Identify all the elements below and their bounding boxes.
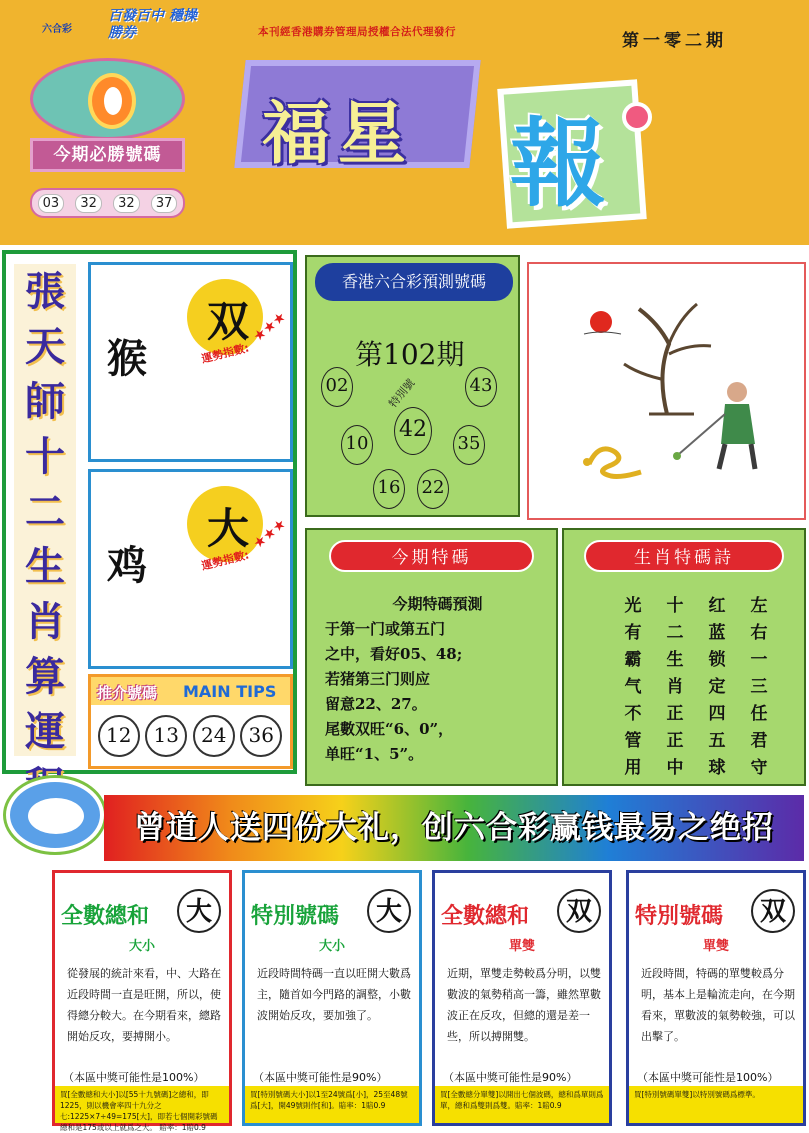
card-body: 從發展的統計來看，中、大路在近段時間一直是旺開，所以，使得總分較大。在今期看來，總路開始反攻，要搏開小。	[67, 967, 221, 1043]
tip-card-total-odd-even	[432, 870, 612, 1126]
tip-number-ball: 12	[98, 715, 140, 757]
poem-char: 有	[624, 623, 642, 643]
poem-char: 十	[666, 596, 684, 616]
newspaper-title: 福星	[262, 95, 415, 174]
special-code-line: 于第一门或第五门	[325, 620, 446, 638]
card-body: 近段時間特碼一直以旺開大數爲主，隨首如今門路的調整，小數波開始反攻，要加強了。	[257, 967, 411, 1022]
special-code-line: 留意22、27。	[325, 695, 427, 713]
poem-char: 霸	[624, 650, 642, 670]
main-tips-header	[91, 677, 290, 705]
tip-number-ball: 24	[193, 715, 235, 757]
star-icon: ★★★	[250, 515, 290, 553]
predicted-number: 43	[465, 367, 497, 407]
poem-char: 四	[708, 704, 726, 724]
poem-char: 二	[666, 623, 684, 643]
card-result: 大	[177, 889, 221, 933]
prediction-issue: 第102期	[355, 338, 465, 371]
zodiac-animal: 猴	[107, 335, 147, 382]
card-body: 近段時間，特碼的單雙較爲分明，基本上是輪流走向，在今期看來，單數波的氣勢較強，可以出擊了。	[641, 967, 795, 1043]
poem-char: 中	[666, 758, 684, 778]
poem-char: 三	[750, 677, 768, 697]
poem-char: 锁	[708, 650, 726, 670]
predicted-number: 35	[453, 425, 485, 465]
newspaper-title-bao: 報	[510, 108, 606, 220]
lucky-numbers-badge	[30, 58, 185, 230]
luck-label: 運勢指數:	[200, 548, 251, 573]
poem-char: 光	[624, 596, 642, 616]
tip-card-total-size	[52, 870, 232, 1132]
poem-char: 生	[666, 650, 684, 670]
card-result: 双	[751, 889, 795, 933]
card-probability: （本區中獎可能性是90%）	[443, 1071, 578, 1084]
lucky-number: 37	[151, 194, 178, 213]
snake-icon	[589, 449, 641, 477]
tree-icon	[639, 309, 669, 414]
poem-char: 任	[750, 704, 768, 724]
special-code-box	[305, 528, 558, 786]
card-result: 双	[557, 889, 601, 933]
fortune-char: 大	[207, 504, 250, 553]
luck-label: 運勢指數:	[200, 341, 251, 366]
card-probability: （本區中獎可能性是100%）	[63, 1071, 205, 1084]
card-note: 買[全數總和大小]以[55十九號碼]之總和，即1225，則以機會率四十九分之七:1225×7÷49=175[大]，即若七個開彩號碼總和是175或以上就爲之大。 賠率：1賠0.9	[55, 1086, 229, 1123]
lucky-numbers-row	[30, 188, 185, 218]
tip-number-ball: 36	[240, 715, 282, 757]
star-icon: ★★★	[250, 308, 290, 346]
lottery-logo: 六合彩	[42, 24, 72, 35]
special-code-line: 尾數双旺“6、0”，	[325, 720, 454, 738]
dot-icon	[622, 102, 652, 132]
card-title: 全數總和	[441, 904, 530, 929]
poem-char: 正	[666, 731, 684, 751]
poem-char: 不	[624, 704, 642, 724]
prediction-box	[305, 255, 520, 517]
card-note: 買[特別號碼單雙]以特別號碼爲標準。	[629, 1086, 803, 1123]
card-subtitle: 單雙	[508, 939, 535, 954]
slogan: 百發百中 穩操勝券	[108, 8, 197, 41]
zodiac-poem-title: 生肖特碼詩	[584, 540, 784, 572]
fortune-char: 双	[207, 297, 250, 346]
warrior-snake-illustration	[529, 264, 804, 518]
tip-number-ball: 13	[145, 715, 187, 757]
card-title: 特別號碼	[635, 904, 724, 929]
gift-banner: 曾道人送四份大礼，创六合彩赢钱最易之绝招	[104, 795, 804, 861]
poem-char: 定	[708, 677, 726, 697]
poem-char: 肖	[666, 677, 684, 697]
lucky-number: 32	[75, 194, 102, 213]
illustration-panel	[527, 262, 806, 520]
main-tips-label: 推介號碼	[97, 684, 158, 702]
special-code-title: 今期特碼	[329, 540, 534, 572]
poem-char: 守	[750, 758, 768, 778]
poem-char: 管	[624, 731, 642, 751]
poem-char: 气	[624, 677, 642, 697]
poem-char: 蓝	[708, 623, 726, 643]
lucky-number: 03	[38, 194, 65, 213]
poem-char: 右	[750, 623, 768, 643]
zodiac-card-rooster	[88, 469, 293, 669]
card-title: 特別號碼	[251, 904, 340, 929]
lucky-number: 32	[113, 194, 140, 213]
predicted-special-number: 42	[394, 407, 432, 455]
card-title: 全數總和	[61, 904, 150, 929]
prediction-header: 香港六合彩預測號碼	[315, 263, 513, 301]
tip-card-special-odd-even	[626, 870, 806, 1126]
predicted-number: 02	[321, 367, 353, 407]
lucky-numbers-label: 今期必勝號碼	[30, 138, 185, 172]
eye-emblem	[30, 58, 185, 140]
disc-icon	[6, 778, 104, 852]
card-probability: （本區中獎可能性是100%）	[637, 1071, 779, 1084]
poem-char: 一	[750, 650, 768, 670]
poem-char: 左	[750, 596, 768, 616]
poem-char: 正	[666, 704, 684, 724]
card-subtitle: 大小	[318, 939, 345, 954]
special-number-label: 特別號	[386, 376, 418, 411]
predicted-number: 16	[373, 469, 405, 509]
special-code-text	[325, 592, 550, 767]
predicted-number: 22	[417, 469, 449, 509]
special-code-line: 单旺“1、5”。	[325, 745, 424, 763]
special-code-line: 若猪第三门则应	[325, 670, 431, 688]
main-tips-box	[88, 674, 293, 769]
poem-char: 五	[708, 731, 726, 751]
poem-char: 球	[708, 758, 726, 778]
predicted-number: 10	[341, 425, 373, 465]
poem-char: 用	[624, 758, 642, 778]
zodiac-fortune-panel	[2, 250, 297, 774]
poem-char: 红	[708, 596, 726, 616]
poem-char: 君	[750, 731, 768, 751]
card-note: 買[特別號碼大小]以1至24號爲[小]，25至48號爲[大]，開49號則作[和]。賠率：1賠0.9	[245, 1086, 419, 1123]
warrior-icon	[727, 382, 747, 402]
card-result: 大	[367, 889, 411, 933]
authorization-notice: 本刊經香港購券管理局授權合法代理發行	[258, 26, 456, 38]
masthead	[0, 0, 809, 245]
zodiac-card-monkey	[88, 262, 293, 462]
card-subtitle: 大小	[128, 939, 155, 954]
card-subtitle: 單雙	[702, 939, 729, 954]
card-probability: （本區中獎可能性是90%）	[253, 1071, 388, 1084]
special-code-line: 之中，看好05、48;	[325, 645, 463, 663]
card-note: 買[全數總分單雙]以開出七個波碼，總和爲單則爲單，總和爲雙則爲雙。賠率：1賠0.9	[435, 1086, 609, 1123]
poem-text	[614, 594, 778, 808]
zodiac-panel-title: 張天師十二生肖算運	[14, 264, 76, 756]
zodiac-animal: 鸡	[107, 542, 147, 589]
card-body: 近期，單雙走勢較爲分明，以雙數波的氣勢稍高一籌，雖然單數波正在反攻，但總的還是差一些，所以搏開雙。	[447, 967, 601, 1043]
sun-icon	[590, 311, 612, 333]
tip-card-special-size	[242, 870, 422, 1126]
special-code-line: 今期特碼預測	[392, 595, 483, 613]
eye-icon	[88, 73, 136, 129]
main-tips-numbers	[95, 715, 285, 757]
main-tips-label-en: MAIN TIPS	[183, 682, 277, 701]
zodiac-poem-box	[562, 528, 806, 786]
issue-number: 第一零二期	[622, 31, 727, 51]
